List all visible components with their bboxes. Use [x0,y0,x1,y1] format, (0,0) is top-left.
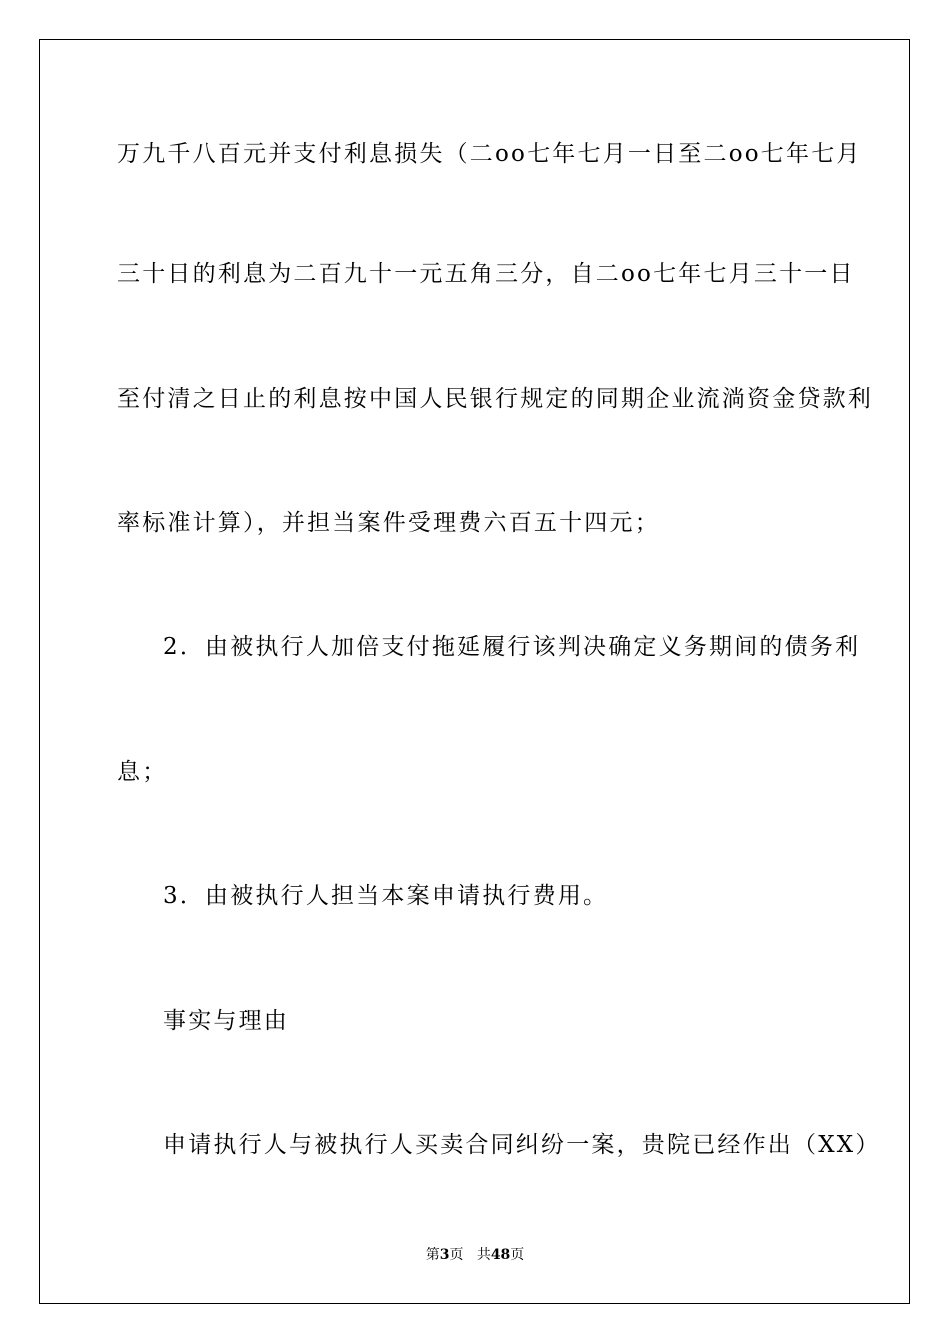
section-heading: 事实与理由 [163,1008,289,1034]
footer-page-prefix: 第 [425,1247,440,1263]
text-line-6: 息； [117,759,168,785]
text-line-7: 3．由被执行人担当本案申请执行费用。 [163,883,609,909]
text-line-2: 三十日的利息为二百九十一元五角三分，自二oo七年七月三十一日 [117,261,855,287]
footer-page-current: 3 [439,1247,450,1263]
footer-total-unit: 页 [510,1247,525,1263]
text-line-3: 至付清之日止的利息按中国人民银行规定的同期企业流淌资金贷款利 [117,386,873,412]
footer-page-unit: 页 [449,1247,464,1263]
text-line-9: 申请执行人与被执行人买卖合同纠纷一案，贵院已经作出（XX） [163,1132,881,1158]
page-border [39,39,910,1304]
text-line-4: 率标准计算），并担当案件受理费六百五十四元； [117,510,660,536]
text-line-5: 2．由被执行人加倍支付拖延履行该判决确定义务期间的债务利 [163,634,861,660]
text-line-1: 万九千八百元并支付利息损失（二oo七年七月一日至二oo七年七月 [117,141,862,167]
footer-total-prefix: 共 [476,1247,491,1263]
footer-page-total: 48 [490,1247,511,1263]
page-footer [0,1248,950,1262]
